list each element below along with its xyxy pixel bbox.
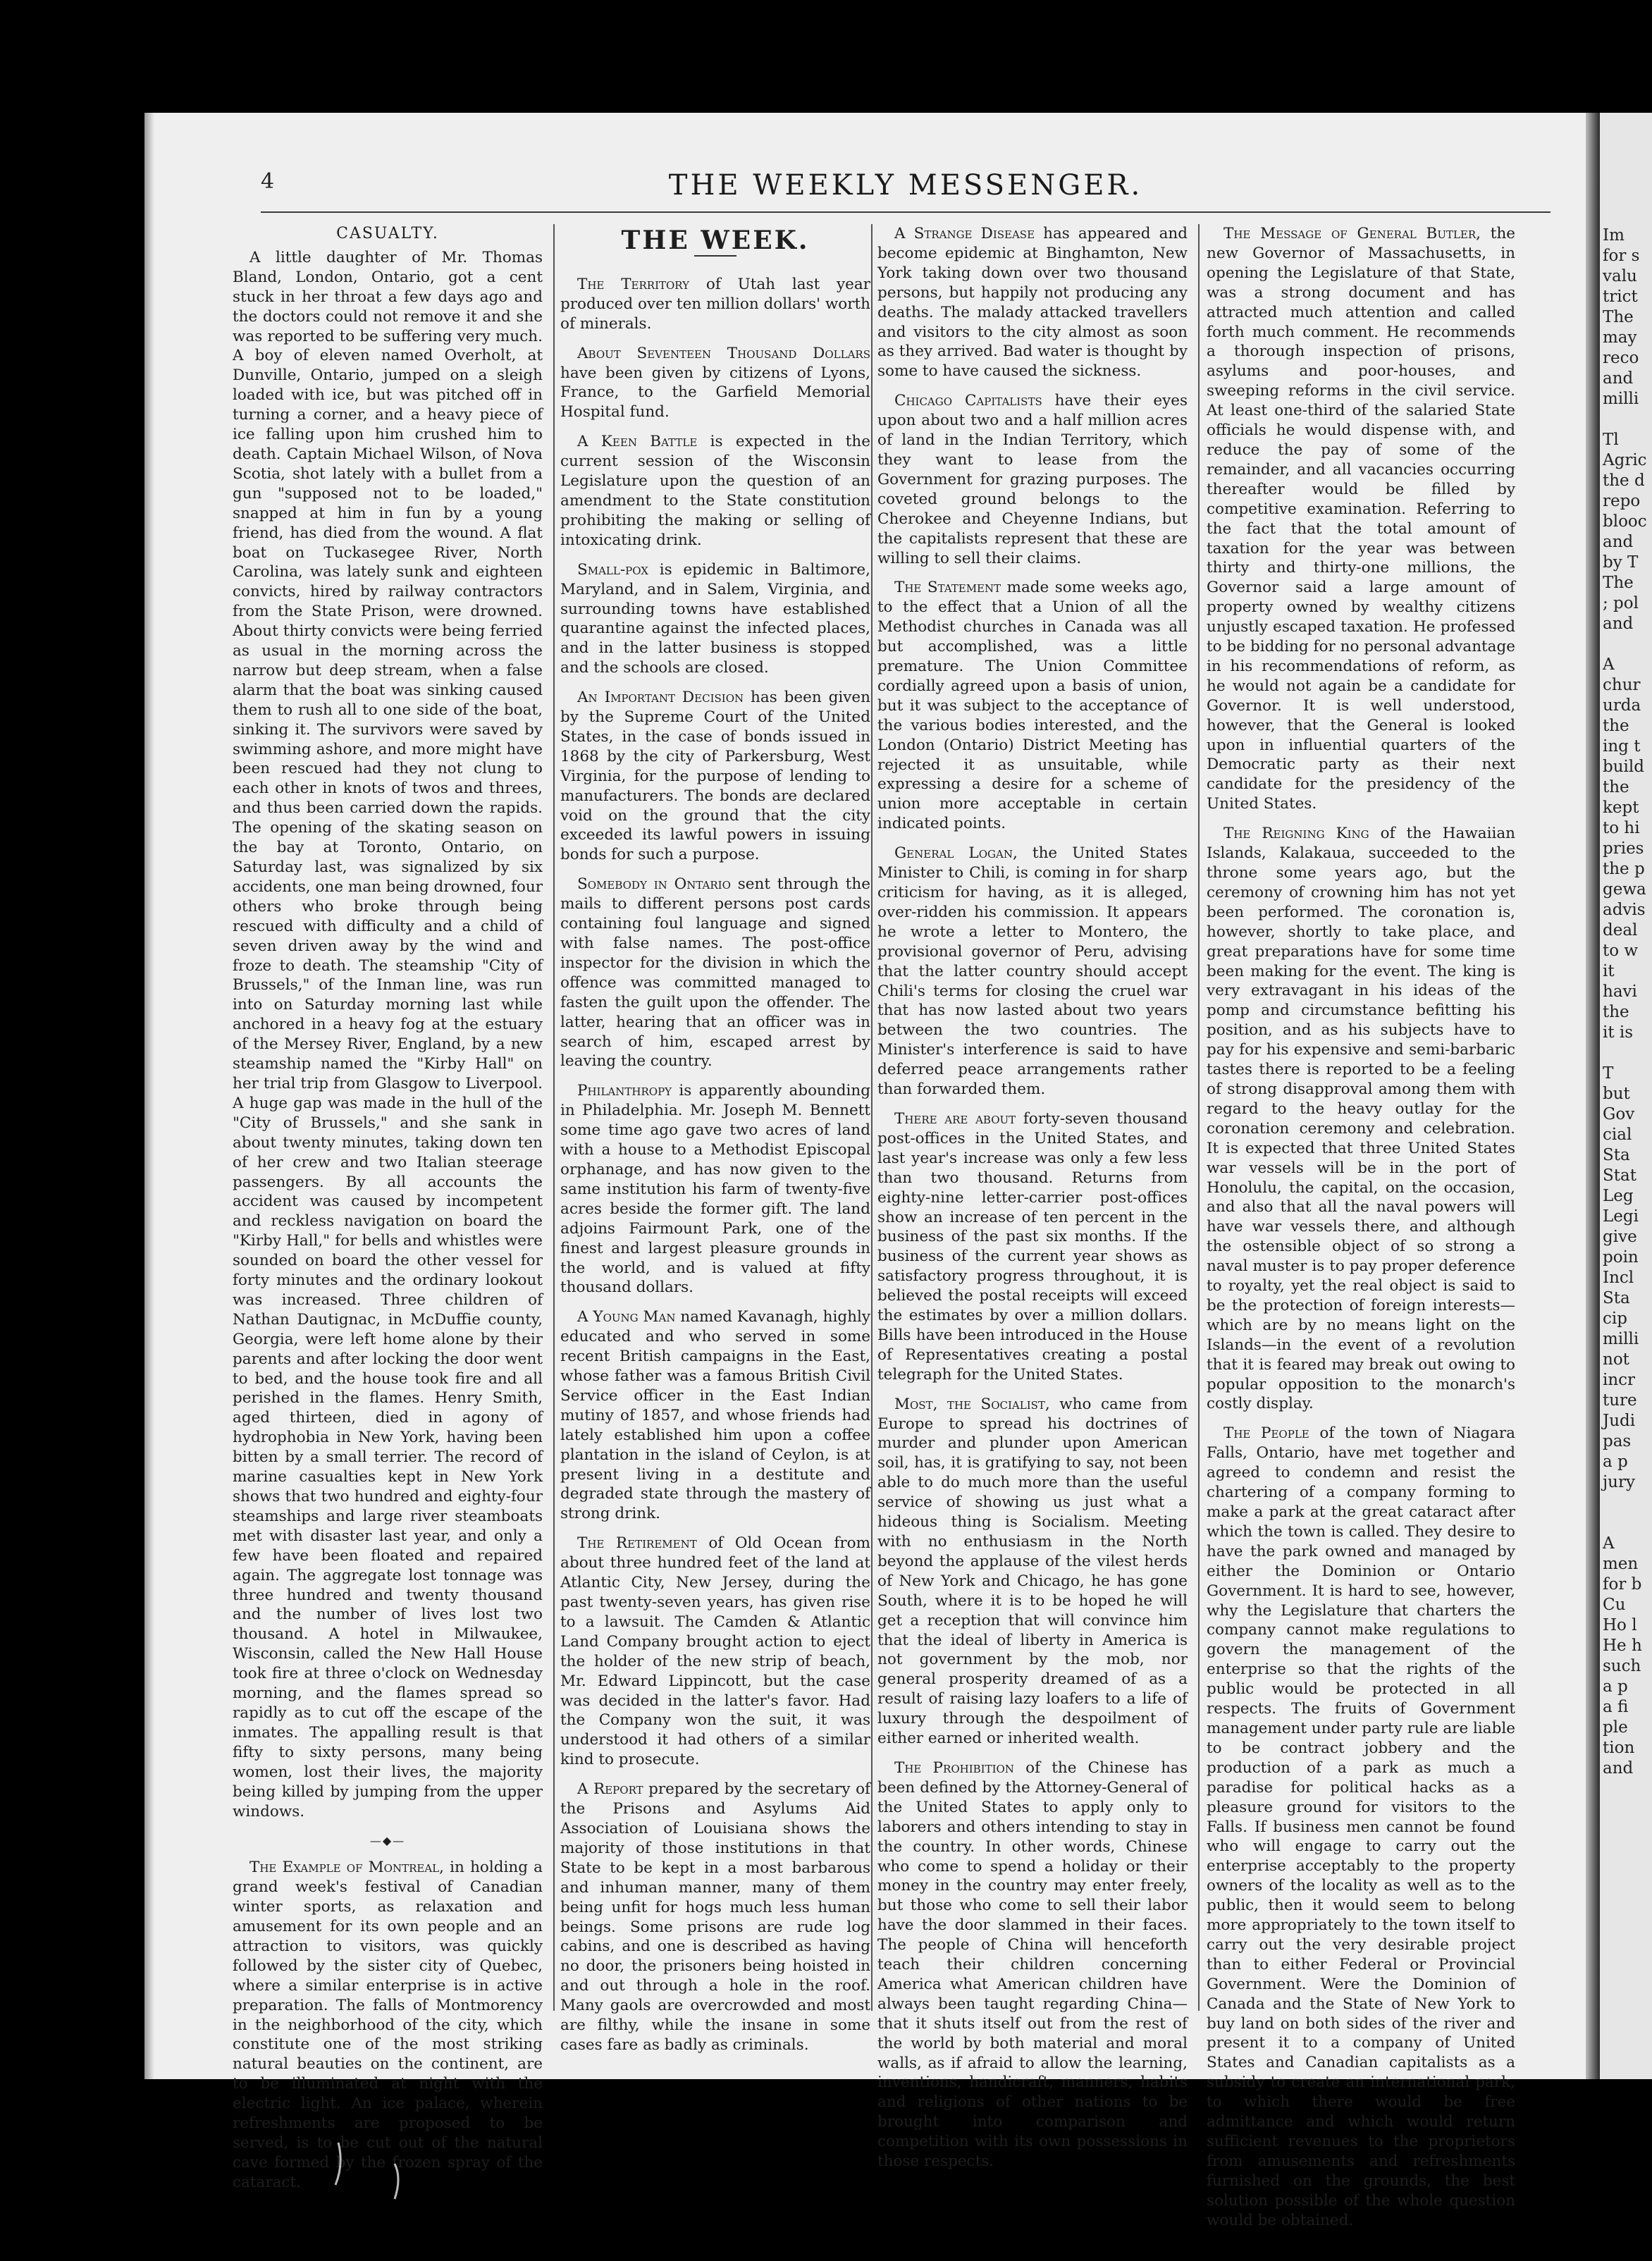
news-item: [877, 1109, 1188, 1385]
adjacent-page-fragment: Gov: [1603, 1105, 1635, 1123]
news-item-lead: The Prohibition: [894, 1758, 1014, 1777]
news-item-text: of Utah last year produced over ten million dollars' worth of minerals.: [560, 275, 871, 333]
adjacent-page-fragment: advis: [1603, 901, 1646, 919]
adjacent-page-fragment: urda: [1603, 696, 1641, 715]
adjacent-page-fragment: kept: [1603, 799, 1639, 817]
adjacent-page-fragment: The: [1603, 574, 1634, 592]
news-item: [560, 560, 870, 678]
news-item: [560, 1307, 870, 1524]
news-item: [877, 391, 1188, 568]
adjacent-page-fragment: but: [1603, 1085, 1630, 1103]
casualty-paragraph: A little daughter of Mr. Thomas Bland, London, Ontario, got a cent stuck in her throat a few days ago and the doctors could not remove it and she was reported to be suffering very much. A boy of eleven named Overholt, at Dunville, Ontario, jumped on a sleigh loaded with ice, but was pitched off in turning a corner, and a heavy piece of ice falling upon him crushed him to death. Captain Michael Wilson, of Nova Scotia, shot lately with a bullet from a gun "supposed not to be loaded," snapped at him in fun by a young friend, has died from the wound. A flat boat on Tuckasegee River, North Carolina, was lately sunk and eighteen convicts, hired by railway contractors from the State Prison, were drowned. About thirty convicts were being ferried as usual in the morning across the narrow but deep stream, when a false alarm that the boat was sinking caused them to rush all to one side of the boat, sinking it. The survivors were saved by swimming ashore, and more might have been rescued had they not clung to each other in knots of twos and threes, and thus been carried down the rapids. The opening of the skating season on the bay at Toronto, Ontario, on Saturday last, was signalized by six accidents, one man being drowned, four others who broke through being rescued with difficulty and a child of seven driven away by the wind and froze to death. The steamship "City of Brussels," of the Inman line, was run into on Saturday morning last while anchored in a heavy fog at the estuary of the Mersey River, England, by a new steamship named the "Kirby Hall" on her trial trip from Glasgow to Liverpool. A huge gap was made in the hull of the "City of Brussels," and she sank in about twenty minutes, taking down ten of her crew and two Italian steerage passengers. By all accounts the accident was caused by incompetent and reckless navigation on board the "Kirby Hall," for bells and whistles were sounded on board the other vessel for forty minutes and the ordinary lookout was increased. Three children of Nathan Dautignac, in McDuffie county, Georgia, were left home alone by their parents and after locking the door went to bed, and the house took fire and all perished in the flames. Henry Smith, aged thirteen, died in agony of hydrophobia in New York, having been bitten by a small terrier. The record of marine casualties kept in New York shows that two hundred and eighty-four steamships and large river steamboats met with disaster last year, and only a few have been floated and repaired again. The aggregate lost tonnage was three hundred and twenty thousand and the number of lives lost two thousand. A hotel in Milwaukee, Wisconsin, called the New Hall House took fire at three o'clock on Wednesday morning, and the flames spread so rapidly as to cut off the escape of the inmates. The appalling result is that fifty to sixty persons, many being women, lost their lives, the majority being killed by jumping from the upper windows.: [233, 248, 543, 1820]
casualty-heading: CASUALTY.: [336, 225, 439, 242]
adjacent-page-fragment: valu: [1603, 267, 1637, 285]
news-item-lead: The Message of General Butler,: [1223, 225, 1481, 242]
adjacent-page-fragment: Agric: [1603, 451, 1647, 469]
news-item: [560, 688, 870, 865]
column-casualty: [233, 224, 543, 2191]
adjacent-page-fragment: poin: [1603, 1248, 1639, 1267]
adjacent-page-fragment: He h: [1603, 1637, 1642, 1655]
adjacent-page-edge: [1600, 113, 1652, 2079]
news-item-lead: The Reigning King: [1223, 825, 1369, 843]
adjacent-page-fragment: for s: [1603, 247, 1640, 265]
news-item: [877, 844, 1188, 1099]
news-item: [877, 1758, 1188, 2171]
adjacent-page-fragment: Stat: [1603, 1166, 1636, 1185]
the-week-heading: THE WEEK.: [621, 226, 810, 255]
adjacent-page-fragment: Im: [1603, 226, 1625, 245]
page-header: [261, 169, 1551, 204]
adjacent-page-fragment: incr: [1603, 1371, 1636, 1389]
adjacent-page-fragment: and: [1603, 615, 1634, 633]
news-item-text: of the town of Niagara Falls, Ontario, have met together and agreed to condemn and resist the chartering of a company forming to make a park at the great cataract after which the town is called. They desire to have the park owned and managed by either the Dominion or Ontario Government. It is hard to see, however, why the Legislature that charters the company cannot make regulations to govern the management of the enterprise so that the rights of the public would be protected in all respects. The fruits of Government management under party rule are liable to be contract jobbery and the production of a park as much a paradise for political hacks as a pleasure ground for visitors to the Falls. If business men cannot be found who will engage to carry out the enterprise acceptably to the property owners of the locality as well as to the public, then it would seem to belong more appropriately to the town itself to carry out the very desirable project than to either Federal or Provincial Government. Were the Dominion of Canada and the State of New York to buy land on both sides of the river and present it to a company of United States and Canadian capitalists as a subsidy to create an international park, to which there would be free admittance and which would return sufficient revenues to the proprietors from amusements and refreshments furnished on the grounds, the best solution possible of the whole question would be obtained.: [1207, 1424, 1515, 2229]
adjacent-page-fragment: repo: [1603, 492, 1641, 510]
adjacent-page-fragment: blooc: [1603, 512, 1647, 531]
news-item: [560, 275, 870, 334]
adjacent-page-fragment: for b: [1603, 1575, 1642, 1594]
page-edge-shadow: [144, 113, 154, 2079]
adjacent-page-fragment: milli: [1603, 1330, 1639, 1348]
adjacent-page-fragment: Judi: [1603, 1412, 1636, 1430]
adjacent-page-fragment: Sta: [1603, 1289, 1630, 1307]
news-item: [877, 1395, 1188, 1749]
news-item-lead: General Logan,: [894, 844, 1018, 863]
news-item-lead: The Statement: [894, 579, 1001, 597]
news-item: [877, 578, 1188, 834]
adjacent-page-fragment: Sta: [1603, 1146, 1630, 1164]
news-item-text: is expected in the current session of the Wisconsin Legislature upon the question of an amendment to the State constitution prohibiting the making or selling of intoxicating drink.: [560, 433, 871, 549]
news-item-text: sent through the mails to different persons post cards containing foul language and signed with false names. The post-office inspector for the division in which the offence was committed managed to fasten the guilt upon the offender. The latter, hearing that an officer was in search of him, escaped arrest by leaving the country.: [560, 875, 870, 1071]
adjacent-page-fragment: ing t: [1603, 737, 1641, 756]
adjacent-page-fragment: to w: [1603, 942, 1639, 960]
montreal-lead: The Example of Montreal,: [249, 1859, 444, 1877]
news-item-text: prepared by the secretary of the Prisons and Asylums Aid Association of Louisiana shows the majority of those institutions in that State to be kept in a most barbarous and inhuman manner, many of them being unfit for hogs much less human beings. Some prisons are rude log cabins, and one is described as having no door, the prisoners being hoisted in and out through a hole in the roof. Many gaols are overcrowded and most are filthy, while the insane in some cases fare as badly as criminals.: [560, 1780, 870, 2054]
adjacent-page-fragment: the p: [1603, 860, 1645, 878]
news-item-lead: The Territory: [577, 275, 690, 293]
adjacent-page-fragment: ; pol: [1603, 594, 1639, 612]
adjacent-page-fragment: it: [1603, 962, 1615, 980]
adjacent-page-fragment: it is: [1603, 1023, 1634, 1042]
adjacent-page-fragment: gewa: [1603, 880, 1646, 899]
page-number: 4: [261, 169, 275, 194]
news-item-text: who came from Europe to spread his doctrines of murder and plunder upon American soil, has, it is gratifying to say, not been able to do much more than the useful service of showing us just what a hideous thing is Socialism. Meeting with no enthusiasm in the North beyond the applause of the vilest herds of New York and Chicago, he has gone South, where it is to be hoped he will get a reception that will convince him that the ideal of liberty in America is not government by the mob, nor general prosperity dreamed of as a result of raising lazy loafers to a life of luxury through the despoilment of either earned or inherited wealth.: [877, 1395, 1188, 1748]
adjacent-page-fragment: jury: [1603, 1473, 1635, 1491]
news-item: [877, 224, 1188, 381]
adjacent-page-fragment: Cu: [1603, 1596, 1626, 1614]
adjacent-page-fragment: T: [1603, 1064, 1614, 1083]
news-item-text: forty-seven thousand post-offices in the United States, and last year's increase was only a few less than two thousand. Returns from eighty-nine letter-carrier post-offices show an increase of ten percent in the business of the past six months. If the business of the current year shows as satisfactory progress throughout, it is believed the postal receipts will exceed the estimates by over a million dollars. Bills have been introduced in the House of Representatives creating a postal telegraph for the United States.: [877, 1109, 1188, 1384]
news-item: [560, 1081, 870, 1298]
news-item-lead: The Retirement: [577, 1534, 697, 1553]
adjacent-page-fragment: give: [1603, 1228, 1637, 1246]
news-item: [1207, 224, 1515, 814]
adjacent-page-fragment: and: [1603, 1759, 1634, 1778]
news-item-text: has been given by the Supreme Court of the United States, in the case of bonds issued in 1868 by the city of Parkersburg, West Virginia, for the purpose of lending to manufacturers. The bonds are declared void on the ground that the city exceeded its lawful powers in issuing bonds for such a purpose.: [560, 689, 870, 864]
adjacent-page-fragment: A: [1603, 1534, 1615, 1553]
adjacent-page-fragment: The: [1603, 308, 1634, 326]
news-item-lead: A Keen Battle: [577, 433, 698, 451]
news-item-text: have their eyes upon about two and a half million acres of land in the Indian Territory, which they want to lease from the Government for grazing purposes. The coveted ground belongs to the Cherokee and Cheyenne Indians, but the capitalists represent that these are willing to sell their claims.: [877, 392, 1188, 567]
column-the-week: [560, 224, 871, 2054]
masthead: THE WEEKLY MESSENGER.: [668, 169, 1143, 202]
montreal-text: in holding a grand week's festival of Canadian winter sports, as relaxation and amusement for its own people and an attraction to visitors, was quickly followed by the sister city of Quebec, where a similar enterprise is in active preparation. The falls of Montmorency in the neighborhood of the city, which constitute one of the most striking natural beauties on the continent, are to be illuminated at night with the electric light. An ice palace, wherein refreshments are proposed to be served, is to be cut out of the natural cave formed by the frozen spray of the cataract.: [233, 1859, 543, 2191]
news-item-lead: A Report: [577, 1780, 643, 1799]
adjacent-page-fragment: milli: [1603, 390, 1639, 408]
adjacent-page-fragment: build: [1603, 758, 1644, 776]
adjacent-page-fragment: trict: [1603, 288, 1638, 306]
heading-rule: [694, 255, 736, 257]
adjacent-page-fragment: havi: [1603, 982, 1637, 1001]
adjacent-page-fragment: Leg: [1603, 1187, 1634, 1205]
adjacent-page-fragment: cial: [1603, 1126, 1632, 1144]
adjacent-page-fragment: the d: [1603, 472, 1645, 490]
adjacent-page-fragment: reco: [1603, 349, 1639, 367]
news-item-lead: There are about: [894, 1109, 1016, 1128]
news-item-lead: An Important Decision: [577, 689, 744, 707]
adjacent-page-fragment: ple: [1603, 1718, 1628, 1737]
news-item: [560, 344, 870, 423]
news-item-text: the United States Minister to Chili, is coming in for sharp criticism for having, as it is alleged, over-ridden his commission. It appears he wrote a letter to Montero, the provisional governor of Peru, advising that the latter country should accept Chili's terms for closing the cruel war that has now lasted about two years between the two countries. The Minister's interference is said to have deferred peace arrangements rather than forwarded them.: [877, 844, 1188, 1099]
news-item: [560, 1534, 870, 1770]
adjacent-page-fragment: tion: [1603, 1739, 1635, 1757]
news-item: [560, 432, 870, 550]
adjacent-page-fragment: A: [1603, 655, 1615, 674]
adjacent-page-fragment: a p: [1603, 1453, 1628, 1471]
adjacent-page-fragment: the: [1603, 778, 1629, 796]
adjacent-page-fragment: may: [1603, 328, 1637, 347]
adjacent-page-fragment: Tl: [1603, 431, 1619, 449]
adjacent-page-fragment: a fi: [1603, 1698, 1629, 1716]
adjacent-page-fragment: and: [1603, 369, 1634, 388]
adjacent-page-fragment: Legi: [1603, 1207, 1639, 1226]
adjacent-page-fragment: such: [1603, 1657, 1641, 1675]
adjacent-page-fragment: Ho l: [1603, 1616, 1637, 1634]
news-item-lead: About Seventeen Thousand Dollars: [577, 344, 870, 362]
news-item-text: of the Chinese has been defined by the Attorney-General of the United States to apply only to laborers and others intending to stay in the country. In other words, Chinese who come to spend a holiday or their money in the country may enter freely, but those who come to sell their labor have the door slammed in their faces. The people of China will henceforth teach their children concerning America what American children have always been taught regarding China—that it shuts itself out from the rest of the world by both material and moral walls, as if afraid to allow the learning, inventions, handicraft, manners, habits and religions of other nations to be brought into comparison and competition with its own possessions in those respects.: [877, 1758, 1188, 2171]
adjacent-page-fragment: the: [1603, 1003, 1629, 1021]
ornament-divider: —◆—: [369, 1834, 406, 1848]
news-item-lead: Chicago Capitalists: [894, 392, 1042, 410]
news-item-lead: Small-pox: [577, 560, 648, 579]
column-rule: [1198, 224, 1200, 2011]
column-rule: [871, 224, 873, 2011]
header-rule: [261, 211, 1551, 213]
news-item-text: made some weeks ago, to the effect that a Union of all the Methodist churches in Canada was all but accomplished, was a little premature. The Union Committee cordially agreed upon a basis of union, but it was subject to the acceptance of the various bodies interested, and the London (Ontario) District Meeting has rejected it as unsuitable, while expressing a desire for a scheme of union more acceptable in certain indicated points.: [877, 579, 1188, 833]
news-item-text: the new Governor of Massachusetts, in opening the Legislature of that State, was a strong document and has attracted much attention and called forth much comment. He recommends a thorough inspection of prisons, asylums and poor-houses, and sweeping reforms in the civil service. At least one-third of the salaried State officials he would dispense with, and reduce the pay of some of the remainder, and all vacancies occurring thereafter would be filled by competitive examination. Referring to the fact that the total amount of taxation for the year was between thirty and thirty-one millions, the Governor said a large amount of property owned by wealthy citizens unjustly escaped taxation. He professed to be bidding for no personal advantage in his recommendations of reform, as he would not again be a candidate for Governor. It is well understood, however, that the General is looked upon in influential quarters of the Democratic party as their next candidate for the presidency of the United States.: [1207, 225, 1516, 813]
news-item-text: has appeared and become epidemic at Binghamton, New York taking down over two thousand persons, but happily not producing any deaths. The malady attacked travellers and visitors to the city almost as soon as they arrived. Bad water is thought by some to have caused the sickness.: [877, 225, 1188, 381]
news-item-text: named Kavanagh, highly educated and who served in some recent British campaigns in the East, whose father was a famous British Civil Service officer in the East Indian mutiny of 1857, and whose friends had lately established him upon a coffee plantation in the island of Ceylon, is at present living in a destitute and degraded state through the mastery of strong drink.: [560, 1308, 870, 1523]
adjacent-page-fragment: cip: [1603, 1310, 1627, 1328]
news-item: [1207, 824, 1515, 1414]
news-item-text: is epidemic in Baltimore, Maryland, and in Salem, Virginia, and surrounding towns have established quarantine against the infected places, and in the latter business is stopped and the schools are closed.: [560, 560, 870, 677]
adjacent-page-fragment: chur: [1603, 676, 1641, 694]
news-item: [560, 1780, 870, 2055]
column-rule: [553, 224, 555, 2011]
adjacent-page-fragment: ture: [1603, 1391, 1637, 1410]
column-three: [877, 224, 1188, 2171]
adjacent-page-fragment: and: [1603, 533, 1634, 551]
column-four: [1207, 224, 1516, 2229]
news-item-text: is apparently abounding in Philadelphia. Mr. Joseph M. Bennett some time ago gave two acres of land with a house to a Methodist Episcopal orphanage, and has now given to the same institution his farm of twenty-five acres beside the former gift. The land adjoins Fairmount Park, one of the finest and largest pleasure grounds in the world, and is valued at fifty thousand dollars.: [560, 1082, 870, 1297]
adjacent-page-fragment: Incl: [1603, 1269, 1634, 1287]
news-item-text: of Old Ocean from about three hundred feet of the land at Atlantic City, New Jersey, during the past twenty-seven years, has given rise to a lawsuit. The Camden & Atlantic Land Company brought action to eject the holder of the new strip of beach, Mr. Edward Lippincott, but the case was decided in the latter's favor. Had the Company won the suit, it was understood it had others of a similar kind to prosecute.: [560, 1534, 870, 1769]
news-item-text: of the Hawaiian Islands, Kalakaua, succeeded to the throne some years ago, but the ceremony of crowning him has not yet been performed. The coronation is, however, shortly to take place, and great preparations have for some time been making for the event. The king is very extravagant in his ideas of the pomp and circumstance befitting his position, and as his subjects have to pay for his expensive and semi-barbaric tastes there is reported to be a feeling of strong disapproval among them with regard to the heavy outlay for the coronation ceremony and celebration. It is expected that three United States war vessels will be in the port of Honolulu, the capital, on the occasion, and also that all the naval powers will have war vessels there, and although the ostensible object of so strong a naval muster is to pay proper deference to royalty, yet the real object is said to be the protection of foreign interests—which are by no means light on the Islands—in the event of a revolution that it is feared may break out owing to popular opposition to the monarch's costly display.: [1207, 825, 1515, 1413]
ink-marks: [324, 2136, 451, 2213]
news-item-text: have been given by citizens of Lyons, France, to the Garfield Memorial Hospital fund.: [560, 364, 870, 421]
adjacent-page-fragment: pas: [1603, 1432, 1632, 1450]
adjacent-page-fragment: to hi: [1603, 819, 1640, 837]
adjacent-page-fragment: men: [1603, 1555, 1639, 1573]
news-item-lead: A Young Man: [577, 1308, 676, 1326]
adjacent-page-fragment: deal: [1603, 921, 1638, 939]
adjacent-page-fragment: pries: [1603, 839, 1644, 858]
news-item: [560, 875, 870, 1071]
news-item-lead: Philanthropy: [577, 1082, 672, 1100]
news-item-lead: The People: [1223, 1424, 1309, 1443]
adjacent-page-fragment: not: [1603, 1350, 1629, 1369]
adjacent-page-fragment: the: [1603, 717, 1629, 735]
news-item-lead: Somebody in Ontario: [577, 875, 731, 894]
news-item-lead: Most, the Socialist,: [894, 1395, 1050, 1413]
adjacent-page-fragment: by T: [1603, 553, 1639, 572]
news-item: [1207, 1424, 1515, 2230]
gutter-shadow: [1586, 113, 1600, 2079]
adjacent-page-fragment: a p: [1603, 1677, 1628, 1696]
news-item-lead: A Strange Disease: [894, 225, 1035, 242]
